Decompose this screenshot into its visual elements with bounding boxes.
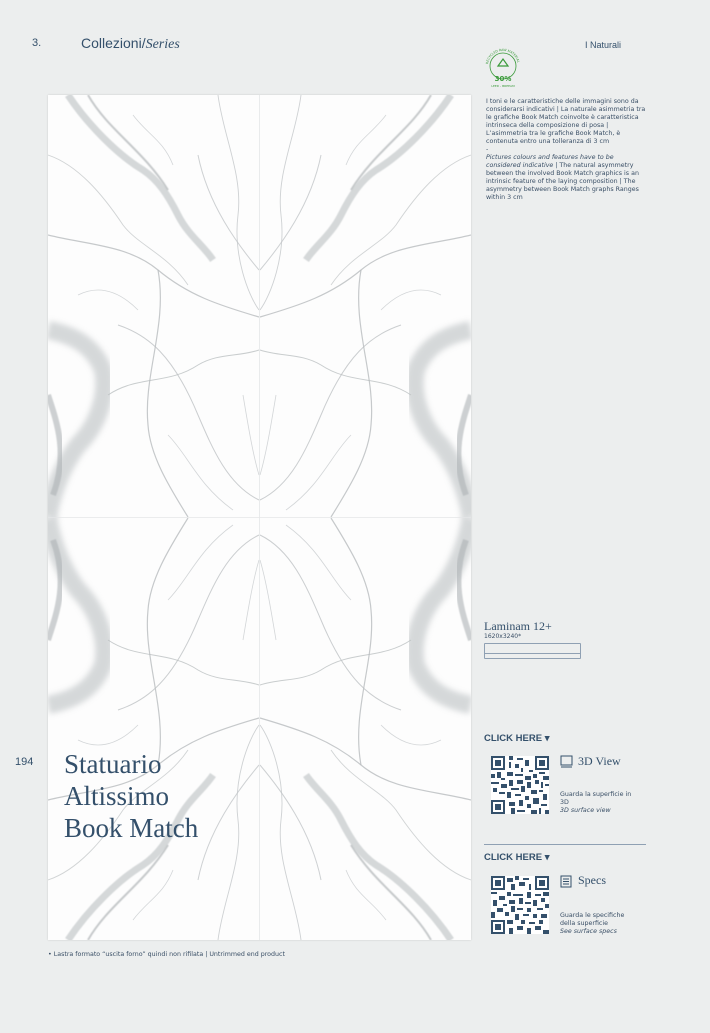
disclaimer-note bbox=[486, 98, 646, 202]
qr-code-3d[interactable] bbox=[491, 756, 549, 814]
3d-view-link[interactable]: 3D View bbox=[578, 754, 621, 768]
specs-link[interactable]: Specs bbox=[578, 873, 606, 887]
laminam-size: 1620x3240* bbox=[484, 633, 522, 640]
breadcrumb bbox=[81, 35, 180, 53]
laminam-product-name: Laminam 12+ bbox=[484, 619, 552, 633]
note-italian: I toni e le caratteristiche delle immagini sono da considerarsi indicativi | La naturale asimmetria tra le grafiche Book Match coinvolte è caratteristica intrinseca della composizione di posa | L’asimmetria tra le grafiche Book Match, è contenuta entro una tolleranza di 3 cm bbox=[486, 98, 646, 145]
note-dash: - bbox=[486, 146, 489, 153]
document-icon[interactable] bbox=[560, 873, 574, 887]
product-title-line1: Statuario bbox=[64, 749, 162, 779]
footnote: • Lastra formato “uscita forno” quindi non rifilata | Untrimmed end product bbox=[48, 951, 285, 958]
badge-caption: LEED - BREEAM bbox=[491, 84, 515, 88]
product-title bbox=[64, 748, 198, 844]
specs-desc-it: Guarda le specifiche della superficie bbox=[560, 912, 625, 927]
section-title: I Naturali bbox=[585, 40, 622, 50]
chapter-number: 3. bbox=[32, 37, 42, 49]
click-here-specs-label[interactable]: CLICK HERE ▾ bbox=[484, 852, 550, 863]
recycle-icon bbox=[483, 44, 523, 88]
specs-description bbox=[560, 912, 640, 936]
breadcrumb-main: Collezioni/ bbox=[81, 35, 146, 51]
qr-code-specs[interactable] bbox=[491, 876, 549, 934]
3d-desc-it: Guarda la superficie in 3D bbox=[560, 791, 632, 806]
badge-percent: 30% bbox=[494, 75, 512, 83]
slab-thickness-diagram bbox=[484, 643, 581, 659]
qr-code-icon bbox=[491, 756, 549, 814]
badge-arc-text: RECYCLED RAW MATERIAL bbox=[485, 47, 521, 65]
note-english: | The natural asymmetry between the involved Book Match graphics is an intrinsic feature of the laying composition | The asymmetry between Book Match graphs Ranges within 3 cm bbox=[486, 162, 639, 201]
3d-view-description bbox=[560, 791, 640, 815]
qr-code-icon bbox=[491, 876, 549, 934]
vein-quadrant bbox=[48, 95, 259, 517]
breadcrumb-italic: Series bbox=[145, 37, 180, 52]
cube-3d-icon[interactable] bbox=[560, 753, 574, 767]
3d-desc-en: 3D surface view bbox=[560, 807, 611, 814]
specs-desc-en: See surface specs bbox=[560, 928, 617, 935]
recycled-badge bbox=[483, 44, 523, 88]
product-title-line2: Altissimo bbox=[64, 781, 170, 811]
note-english-italic: Pictures colours and features have to be considered indicative bbox=[486, 154, 614, 169]
page-number: 194 bbox=[15, 756, 34, 768]
click-here-3d-label[interactable]: CLICK HERE ▾ bbox=[484, 733, 550, 744]
divider bbox=[484, 844, 646, 845]
product-title-line3: Book Match bbox=[64, 813, 199, 843]
